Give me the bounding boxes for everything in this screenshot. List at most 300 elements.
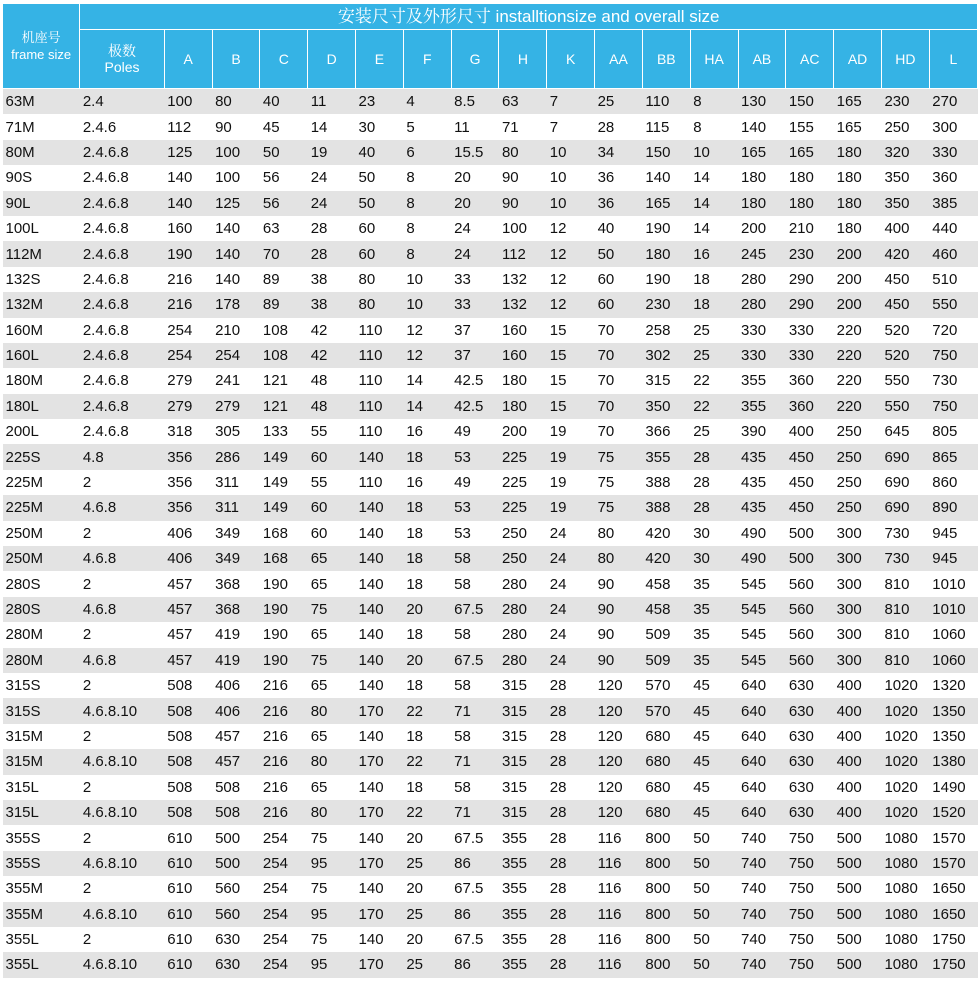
cell-f: 18 [403,571,451,596]
table-row [3,876,978,901]
cell-e: 60 [356,216,404,241]
frame-size-label-cn: 机座号 [21,30,61,45]
cell-ab: 740 [738,876,786,901]
cell-bb: 680 [642,724,690,749]
cell-ab: 180 [738,191,786,216]
cell-d: 24 [308,165,356,190]
cell-f: 18 [403,546,451,571]
cell-b: 140 [212,241,260,266]
cell-ha: 16 [690,241,738,266]
cell-ad: 200 [834,241,882,266]
cell-hd: 450 [881,267,929,292]
cell-e: 140 [356,597,404,622]
cell-bb: 355 [642,444,690,469]
poles-cell: 2.4.6.8 [80,343,164,368]
column-header-ac: AC [786,30,834,89]
cell-l: 550 [929,292,977,317]
cell-d: 75 [308,597,356,622]
cell-hd: 810 [881,648,929,673]
cell-hd: 690 [881,444,929,469]
table-row [3,597,978,622]
poles-cell: 2.4.6.8 [80,419,164,444]
cell-c: 216 [260,698,308,723]
cell-aa: 75 [595,444,643,469]
cell-aa: 60 [595,292,643,317]
table-row [3,394,978,419]
frame-size-cell: 200L [3,419,80,444]
cell-f: 25 [403,851,451,876]
cell-aa: 120 [595,724,643,749]
cell-f: 18 [403,444,451,469]
cell-k: 15 [547,394,595,419]
cell-ac: 630 [786,698,834,723]
cell-g: 33 [451,292,499,317]
cell-l: 860 [929,470,977,495]
table-row [3,698,978,723]
cell-hd: 350 [881,165,929,190]
cell-ac: 165 [786,140,834,165]
frame-size-cell: 280S [3,571,80,596]
cell-k: 19 [547,495,595,520]
cell-l: 730 [929,368,977,393]
cell-aa: 116 [595,902,643,927]
cell-l: 1350 [929,724,977,749]
cell-ad: 300 [834,521,882,546]
cell-e: 110 [356,419,404,444]
cell-bb: 420 [642,546,690,571]
cell-h: 160 [499,343,547,368]
cell-hd: 810 [881,622,929,647]
cell-b: 140 [212,216,260,241]
frame-size-cell: 80M [3,140,80,165]
cell-hd: 520 [881,318,929,343]
cell-e: 140 [356,444,404,469]
cell-a: 279 [164,368,212,393]
cell-bb: 800 [642,825,690,850]
cell-b: 349 [212,546,260,571]
cell-ac: 230 [786,241,834,266]
cell-f: 16 [403,419,451,444]
cell-e: 140 [356,571,404,596]
cell-ab: 390 [738,419,786,444]
cell-k: 7 [547,114,595,139]
cell-ha: 10 [690,140,738,165]
cell-d: 80 [308,749,356,774]
cell-f: 10 [403,267,451,292]
cell-b: 241 [212,368,260,393]
cell-g: 58 [451,622,499,647]
cell-h: 315 [499,775,547,800]
cell-b: 500 [212,825,260,850]
cell-b: 210 [212,318,260,343]
poles-cell: 2.4.6.8 [80,140,164,165]
cell-f: 8 [403,216,451,241]
cell-e: 140 [356,927,404,952]
cell-k: 19 [547,444,595,469]
poles-cell: 2 [80,927,164,952]
cell-hd: 810 [881,597,929,622]
cell-ab: 245 [738,241,786,266]
dimensions-group-title: 安装尺寸及外形尺寸 installtionsize and overall size [80,4,978,30]
frame-size-cell: 280M [3,622,80,647]
cell-hd: 550 [881,394,929,419]
cell-bb: 388 [642,470,690,495]
cell-ad: 180 [834,216,882,241]
poles-cell: 4.6.8 [80,495,164,520]
poles-cell: 4.6.8.10 [80,698,164,723]
cell-g: 67.5 [451,597,499,622]
cell-e: 140 [356,724,404,749]
cell-ac: 630 [786,673,834,698]
table-row [3,140,978,165]
cell-h: 63 [499,89,547,115]
cell-g: 53 [451,444,499,469]
cell-ad: 500 [834,851,882,876]
cell-aa: 70 [595,368,643,393]
cell-c: 108 [260,318,308,343]
cell-ha: 22 [690,368,738,393]
cell-h: 90 [499,165,547,190]
cell-ad: 400 [834,698,882,723]
cell-ha: 50 [690,825,738,850]
cell-ad: 500 [834,825,882,850]
cell-c: 254 [260,851,308,876]
poles-cell: 2 [80,825,164,850]
cell-l: 1380 [929,749,977,774]
cell-h: 100 [499,216,547,241]
cell-g: 58 [451,724,499,749]
cell-h: 355 [499,876,547,901]
cell-ac: 210 [786,216,834,241]
cell-ac: 180 [786,191,834,216]
cell-h: 280 [499,597,547,622]
poles-cell: 2 [80,622,164,647]
cell-k: 28 [547,698,595,723]
cell-ab: 740 [738,851,786,876]
poles-cell: 2.4.6.8 [80,191,164,216]
cell-hd: 1080 [881,825,929,850]
cell-ab: 640 [738,724,786,749]
cell-c: 40 [260,89,308,115]
cell-h: 250 [499,521,547,546]
cell-f: 22 [403,749,451,774]
cell-ha: 25 [690,343,738,368]
cell-aa: 120 [595,775,643,800]
cell-b: 419 [212,622,260,647]
frame-size-label-en: frame size [11,47,72,62]
cell-bb: 350 [642,394,690,419]
poles-cell: 2.4.6.8 [80,267,164,292]
cell-k: 28 [547,724,595,749]
cell-ac: 630 [786,775,834,800]
cell-l: 1010 [929,597,977,622]
cell-a: 508 [164,775,212,800]
frame-size-cell: 355S [3,825,80,850]
cell-c: 168 [260,546,308,571]
poles-cell: 2.4.6.8 [80,292,164,317]
cell-ab: 640 [738,749,786,774]
table-row [3,825,978,850]
cell-bb: 800 [642,902,690,927]
cell-f: 14 [403,368,451,393]
cell-ac: 560 [786,648,834,673]
cell-a: 356 [164,444,212,469]
cell-l: 1650 [929,902,977,927]
column-header-f: F [403,30,451,89]
cell-b: 406 [212,698,260,723]
cell-h: 160 [499,318,547,343]
cell-ac: 750 [786,902,834,927]
cell-e: 40 [356,140,404,165]
cell-h: 355 [499,851,547,876]
cell-ab: 355 [738,368,786,393]
cell-hd: 450 [881,292,929,317]
poles-cell: 4.6.8.10 [80,952,164,977]
cell-ha: 35 [690,597,738,622]
cell-h: 315 [499,800,547,825]
table-row [3,521,978,546]
cell-d: 55 [308,419,356,444]
cell-hd: 1080 [881,851,929,876]
poles-cell: 4.8 [80,444,164,469]
cell-d: 55 [308,470,356,495]
cell-g: 86 [451,952,499,977]
frame-size-cell: 315L [3,775,80,800]
cell-ac: 750 [786,876,834,901]
table-row [3,343,978,368]
cell-k: 24 [547,546,595,571]
cell-a: 125 [164,140,212,165]
cell-d: 65 [308,724,356,749]
cell-b: 90 [212,114,260,139]
cell-a: 610 [164,851,212,876]
cell-c: 133 [260,419,308,444]
cell-h: 315 [499,724,547,749]
cell-a: 406 [164,521,212,546]
cell-ha: 45 [690,673,738,698]
cell-ab: 165 [738,140,786,165]
cell-ac: 400 [786,419,834,444]
cell-ha: 8 [690,114,738,139]
cell-k: 10 [547,140,595,165]
cell-h: 132 [499,267,547,292]
cell-l: 330 [929,140,977,165]
cell-ha: 45 [690,749,738,774]
cell-e: 140 [356,521,404,546]
cell-l: 1570 [929,825,977,850]
cell-d: 24 [308,191,356,216]
poles-cell: 2.4 [80,89,164,115]
cell-hd: 350 [881,191,929,216]
cell-bb: 258 [642,318,690,343]
cell-d: 65 [308,622,356,647]
cell-hd: 810 [881,571,929,596]
cell-aa: 40 [595,216,643,241]
cell-e: 140 [356,546,404,571]
cell-g: 24 [451,241,499,266]
cell-k: 28 [547,775,595,800]
cell-ab: 330 [738,318,786,343]
cell-h: 225 [499,444,547,469]
table-row [3,368,978,393]
cell-k: 19 [547,470,595,495]
cell-g: 24 [451,216,499,241]
cell-a: 508 [164,800,212,825]
cell-ad: 250 [834,444,882,469]
cell-ha: 50 [690,876,738,901]
cell-a: 457 [164,648,212,673]
cell-aa: 75 [595,495,643,520]
cell-ab: 740 [738,825,786,850]
cell-e: 170 [356,952,404,977]
cell-k: 24 [547,622,595,647]
frame-size-cell: 160L [3,343,80,368]
column-header-bb: BB [642,30,690,89]
cell-ad: 200 [834,267,882,292]
cell-l: 865 [929,444,977,469]
cell-c: 50 [260,140,308,165]
cell-d: 95 [308,902,356,927]
cell-e: 110 [356,470,404,495]
poles-header [80,30,164,89]
cell-aa: 36 [595,191,643,216]
cell-a: 610 [164,927,212,952]
cell-ha: 18 [690,292,738,317]
cell-ac: 150 [786,89,834,115]
frame-size-cell: 315M [3,724,80,749]
cell-c: 254 [260,876,308,901]
cell-a: 508 [164,724,212,749]
cell-k: 28 [547,749,595,774]
table-row [3,749,978,774]
table-row [3,114,978,139]
cell-k: 28 [547,673,595,698]
column-header-a: A [164,30,212,89]
cell-ac: 290 [786,292,834,317]
cell-k: 10 [547,165,595,190]
frame-size-cell: 355L [3,927,80,952]
cell-k: 15 [547,318,595,343]
table-row [3,267,978,292]
cell-f: 6 [403,140,451,165]
cell-l: 1060 [929,648,977,673]
cell-hd: 1080 [881,902,929,927]
cell-ac: 630 [786,800,834,825]
cell-ac: 630 [786,749,834,774]
cell-e: 140 [356,775,404,800]
cell-a: 140 [164,191,212,216]
cell-hd: 730 [881,521,929,546]
cell-a: 406 [164,546,212,571]
cell-b: 457 [212,749,260,774]
cell-l: 1520 [929,800,977,825]
cell-f: 20 [403,648,451,673]
cell-h: 90 [499,191,547,216]
frame-size-cell: 90L [3,191,80,216]
cell-aa: 90 [595,597,643,622]
cell-b: 500 [212,851,260,876]
cell-h: 315 [499,749,547,774]
frame-size-cell: 132M [3,292,80,317]
cell-b: 457 [212,724,260,749]
cell-ad: 200 [834,292,882,317]
cell-ac: 450 [786,495,834,520]
cell-ha: 30 [690,546,738,571]
cell-ha: 14 [690,165,738,190]
cell-hd: 1020 [881,775,929,800]
poles-cell: 2 [80,724,164,749]
cell-b: 560 [212,902,260,927]
table-row [3,419,978,444]
cell-bb: 458 [642,571,690,596]
cell-k: 28 [547,902,595,927]
cell-l: 750 [929,394,977,419]
cell-ac: 290 [786,267,834,292]
cell-c: 190 [260,597,308,622]
cell-ad: 250 [834,419,882,444]
cell-f: 20 [403,825,451,850]
cell-f: 25 [403,902,451,927]
cell-f: 18 [403,775,451,800]
cell-bb: 165 [642,191,690,216]
cell-k: 28 [547,876,595,901]
cell-bb: 315 [642,368,690,393]
cell-bb: 140 [642,165,690,190]
frame-size-cell: 112M [3,241,80,266]
cell-ha: 45 [690,800,738,825]
cell-f: 10 [403,292,451,317]
cell-k: 24 [547,648,595,673]
cell-a: 457 [164,571,212,596]
cell-h: 80 [499,140,547,165]
frame-size-cell: 355S [3,851,80,876]
cell-hd: 645 [881,419,929,444]
cell-ac: 560 [786,571,834,596]
table-row [3,724,978,749]
cell-ha: 45 [690,775,738,800]
cell-ac: 630 [786,724,834,749]
cell-h: 315 [499,673,547,698]
cell-c: 89 [260,267,308,292]
cell-aa: 90 [595,622,643,647]
cell-e: 110 [356,318,404,343]
cell-c: 216 [260,800,308,825]
cell-c: 56 [260,191,308,216]
cell-ab: 545 [738,648,786,673]
column-header-ab: AB [738,30,786,89]
cell-bb: 366 [642,419,690,444]
cell-hd: 520 [881,343,929,368]
poles-cell: 4.6.8 [80,597,164,622]
cell-f: 25 [403,952,451,977]
cell-l: 1750 [929,927,977,952]
cell-aa: 116 [595,825,643,850]
cell-ad: 400 [834,775,882,800]
cell-h: 132 [499,292,547,317]
cell-g: 67.5 [451,876,499,901]
cell-aa: 116 [595,952,643,977]
cell-f: 8 [403,165,451,190]
cell-ha: 14 [690,216,738,241]
table-row [3,165,978,190]
cell-a: 318 [164,419,212,444]
cell-b: 305 [212,419,260,444]
table-row [3,775,978,800]
cell-ab: 490 [738,546,786,571]
poles-cell: 4.6.8.10 [80,749,164,774]
cell-d: 75 [308,825,356,850]
frame-size-cell: 225S [3,444,80,469]
